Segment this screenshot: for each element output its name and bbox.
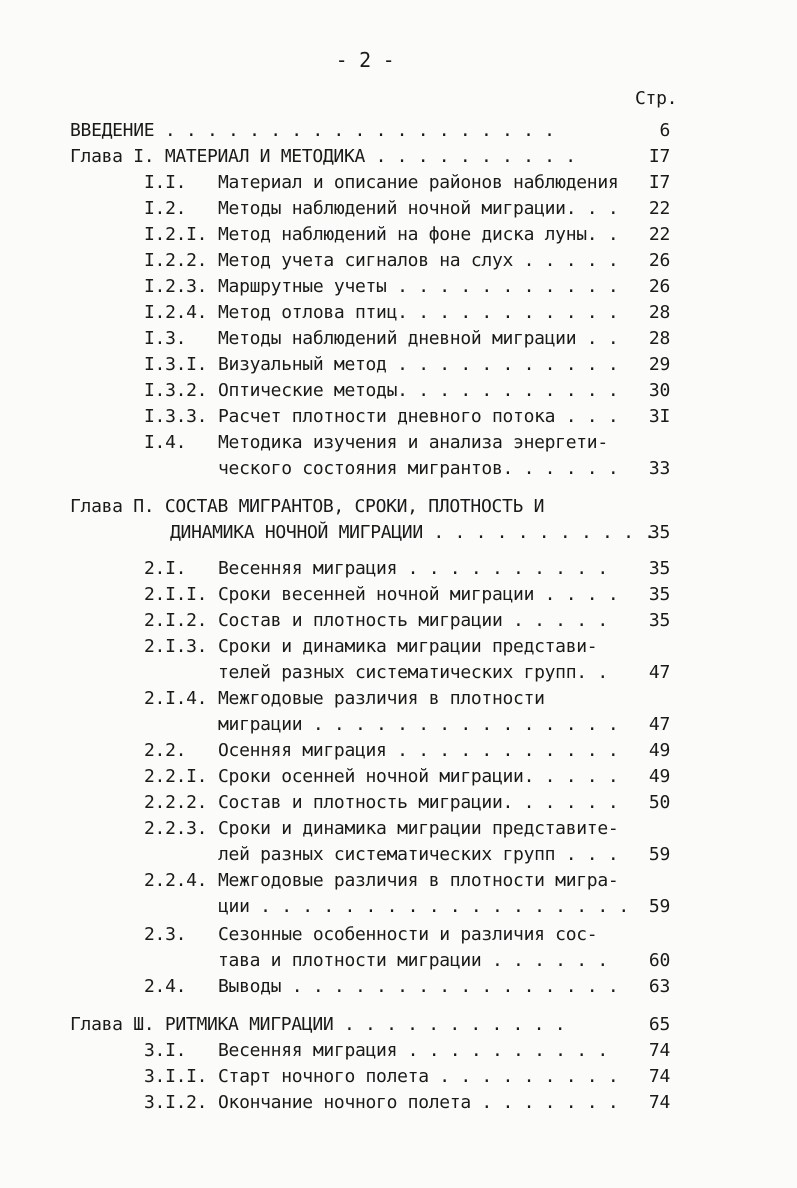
- toc-number: 3.I.I.: [144, 1066, 208, 1087]
- toc-row: [0, 1040, 797, 1064]
- toc-row: [0, 976, 797, 1000]
- toc-row: [0, 250, 797, 274]
- toc-number: 2.2.I.: [144, 766, 208, 787]
- toc-row: [0, 328, 797, 352]
- toc-title: ВВЕДЕНИЕ . . . . . . . . . . . . . . . . . . .: [70, 120, 555, 141]
- toc-page: 74: [648, 1040, 670, 1061]
- toc-number: 3.I.2.: [144, 1092, 208, 1113]
- toc-title: Сроки и динамика миграции представи-: [218, 636, 598, 657]
- toc-row: [0, 1066, 797, 1090]
- toc-row: [0, 146, 797, 170]
- toc-number: I.3.I.: [144, 354, 208, 375]
- toc-page: 35: [648, 610, 670, 631]
- toc-title: Глава Ш. РИТМИКА МИГРАЦИИ . . . . . . . . . . .: [70, 1014, 566, 1035]
- toc-title: Состав и плотность миграции . . . . .: [218, 610, 608, 631]
- toc-row: [0, 224, 797, 248]
- toc-row: [0, 818, 797, 842]
- toc-page: 47: [648, 662, 670, 683]
- toc-title: Весенняя миграция . . . . . . . . . .: [218, 558, 608, 579]
- toc-title: Сезонные особенности и различия сос-: [218, 924, 598, 945]
- toc-row: [0, 870, 797, 894]
- toc-row: [0, 584, 797, 608]
- toc-number: 2.2.4.: [144, 870, 208, 891]
- toc-row: [0, 662, 797, 686]
- toc-row: [0, 844, 797, 868]
- toc-title: Оптические методы. . . . . . . . . . .: [218, 380, 619, 401]
- toc-title: миграции . . . . . . . . . . . . . . .: [218, 714, 619, 735]
- toc-title: Выводы . . . . . . . . . . . . . . . .: [218, 976, 619, 997]
- toc-title: телей разных систематических групп. .: [218, 662, 608, 683]
- toc-page: 65: [648, 1014, 670, 1035]
- toc-row: [0, 792, 797, 816]
- toc-page: 49: [648, 766, 670, 787]
- toc-title: Старт ночного полета . . . . . . . . .: [218, 1066, 619, 1087]
- toc-title: Метод отлова птиц. . . . . . . . . . .: [218, 302, 619, 323]
- toc-row: [0, 636, 797, 660]
- toc-number: 2.2.3.: [144, 818, 208, 839]
- toc-row: [0, 1092, 797, 1116]
- toc-number: 2.I.2.: [144, 610, 208, 631]
- toc-page: 35: [648, 584, 670, 605]
- toc-row: [0, 688, 797, 712]
- toc-row: [0, 458, 797, 482]
- toc-number: I.3.: [144, 328, 187, 349]
- toc-title: Межгодовые различия в плотности: [218, 688, 545, 709]
- toc-title: Метод учета сигналов на слух . . . . .: [218, 250, 619, 271]
- toc-number: 2.3.: [144, 924, 187, 945]
- toc-number: I.I.: [144, 172, 187, 193]
- toc-row: [0, 610, 797, 634]
- toc-number: I.2.2.: [144, 250, 208, 271]
- toc-number: I.3.2.: [144, 380, 208, 401]
- toc-page: 6: [659, 120, 670, 141]
- toc-row: [0, 120, 797, 144]
- toc-page: 63: [648, 976, 670, 997]
- toc-number: 2.I.: [144, 558, 187, 579]
- toc-row: [0, 896, 797, 920]
- toc-number: 2.I.I.: [144, 584, 208, 605]
- toc-page: 28: [648, 328, 670, 349]
- toc-number: 2.2.2.: [144, 792, 208, 813]
- toc-title: Осенняя миграция . . . . . . . . . . .: [218, 740, 619, 761]
- toc-title: ДИНАМИКА НОЧНОЙ МИГРАЦИИ . . . . . . . . . . .: [170, 522, 655, 543]
- toc-number: I.2.I.: [144, 224, 208, 245]
- toc-number: 2.2.: [144, 740, 187, 761]
- toc-title: ческого состояния мигрантов. . . . . .: [218, 458, 619, 479]
- toc-title: Материал и описание районов наблюдения: [218, 172, 619, 193]
- toc-title: Маршрутные учеты . . . . . . . . . . .: [218, 276, 619, 297]
- toc-title: ции . . . . . . . . . . . . . . . . . .: [218, 896, 629, 917]
- toc-title: Расчет плотности дневного потока . . .: [218, 406, 619, 427]
- toc-row: [0, 496, 797, 520]
- toc-number: I.2.: [144, 198, 187, 219]
- toc-page: 33: [648, 458, 670, 479]
- toc-title: Методика изучения и анализа энергети-: [218, 432, 608, 453]
- toc-page: 22: [648, 198, 670, 219]
- toc-row: [0, 950, 797, 974]
- toc-title: Состав и плотность миграции. . . . . .: [218, 792, 619, 813]
- toc-page: 59: [648, 896, 670, 917]
- toc-row: [0, 406, 797, 430]
- toc-row: [0, 740, 797, 764]
- toc-row: [0, 522, 797, 546]
- toc-title: тава и плотности миграции . . . . . .: [218, 950, 608, 971]
- toc-page: 35: [648, 522, 670, 543]
- toc-page: 74: [648, 1066, 670, 1087]
- toc-row: [0, 276, 797, 300]
- toc-page: 28: [648, 302, 670, 323]
- toc-title: Сроки весенней ночной миграции . . . .: [218, 584, 619, 605]
- toc-page: 3I: [648, 406, 670, 427]
- toc-row: [0, 432, 797, 456]
- toc-page: 60: [648, 950, 670, 971]
- toc-title: Глава П. СОСТАВ МИГРАНТОВ, СРОКИ, ПЛОТНОСТЬ И: [70, 496, 545, 517]
- toc-page: 47: [648, 714, 670, 735]
- toc-row: [0, 198, 797, 222]
- toc-number: 3.I.: [144, 1040, 187, 1061]
- toc-number: I.3.3.: [144, 406, 208, 427]
- toc-number: 2.4.: [144, 976, 187, 997]
- toc-page: 26: [648, 250, 670, 271]
- toc-number: I.2.4.: [144, 302, 208, 323]
- toc-number: 2.I.3.: [144, 636, 208, 657]
- toc-title: лей разных систематических групп . . .: [218, 844, 619, 865]
- toc-page: I7: [648, 172, 670, 193]
- toc-row: [0, 354, 797, 378]
- toc-title: Сроки осенней ночной миграции. . . . .: [218, 766, 619, 787]
- toc-title: Межгодовые различия в плотности мигра-: [218, 870, 619, 891]
- toc-number: I.4.: [144, 432, 187, 453]
- toc-page: 74: [648, 1092, 670, 1113]
- toc-row: [0, 558, 797, 582]
- toc-title: Визуальный метод . . . . . . . . . . .: [218, 354, 619, 375]
- toc-number: I.2.3.: [144, 276, 208, 297]
- toc-page: 29: [648, 354, 670, 375]
- toc-title: Окончание ночного полета . . . . . . .: [218, 1092, 619, 1113]
- toc-title: Метод наблюдений на фоне диска луны. .: [218, 224, 619, 245]
- toc-row: [0, 714, 797, 738]
- page-column-header: Стр.: [635, 88, 678, 109]
- toc-page: I7: [648, 146, 670, 167]
- toc-title: Методы наблюдений ночной миграции. . .: [218, 198, 619, 219]
- toc-page: 50: [648, 792, 670, 813]
- toc-page: 30: [648, 380, 670, 401]
- toc-page: 26: [648, 276, 670, 297]
- toc-page: 22: [648, 224, 670, 245]
- toc-number: 2.I.4.: [144, 688, 208, 709]
- toc-title: Сроки и динамика миграции представите-: [218, 818, 619, 839]
- toc-row: [0, 924, 797, 948]
- toc-row: [0, 302, 797, 326]
- toc-page: 35: [648, 558, 670, 579]
- toc-title: Методы наблюдений дневной миграции . .: [218, 328, 619, 349]
- toc-row: [0, 380, 797, 404]
- toc-row: [0, 172, 797, 196]
- toc-row: [0, 766, 797, 790]
- toc-title: Глава I. МАТЕРИАЛ И МЕТОДИКА . . . . . . . . . .: [70, 146, 576, 167]
- page-number: - 2 -: [335, 48, 395, 72]
- toc-row: [0, 1014, 797, 1038]
- toc-page: 59: [648, 844, 670, 865]
- toc-page: 49: [648, 740, 670, 761]
- toc-title: Весенняя миграция . . . . . . . . . .: [218, 1040, 608, 1061]
